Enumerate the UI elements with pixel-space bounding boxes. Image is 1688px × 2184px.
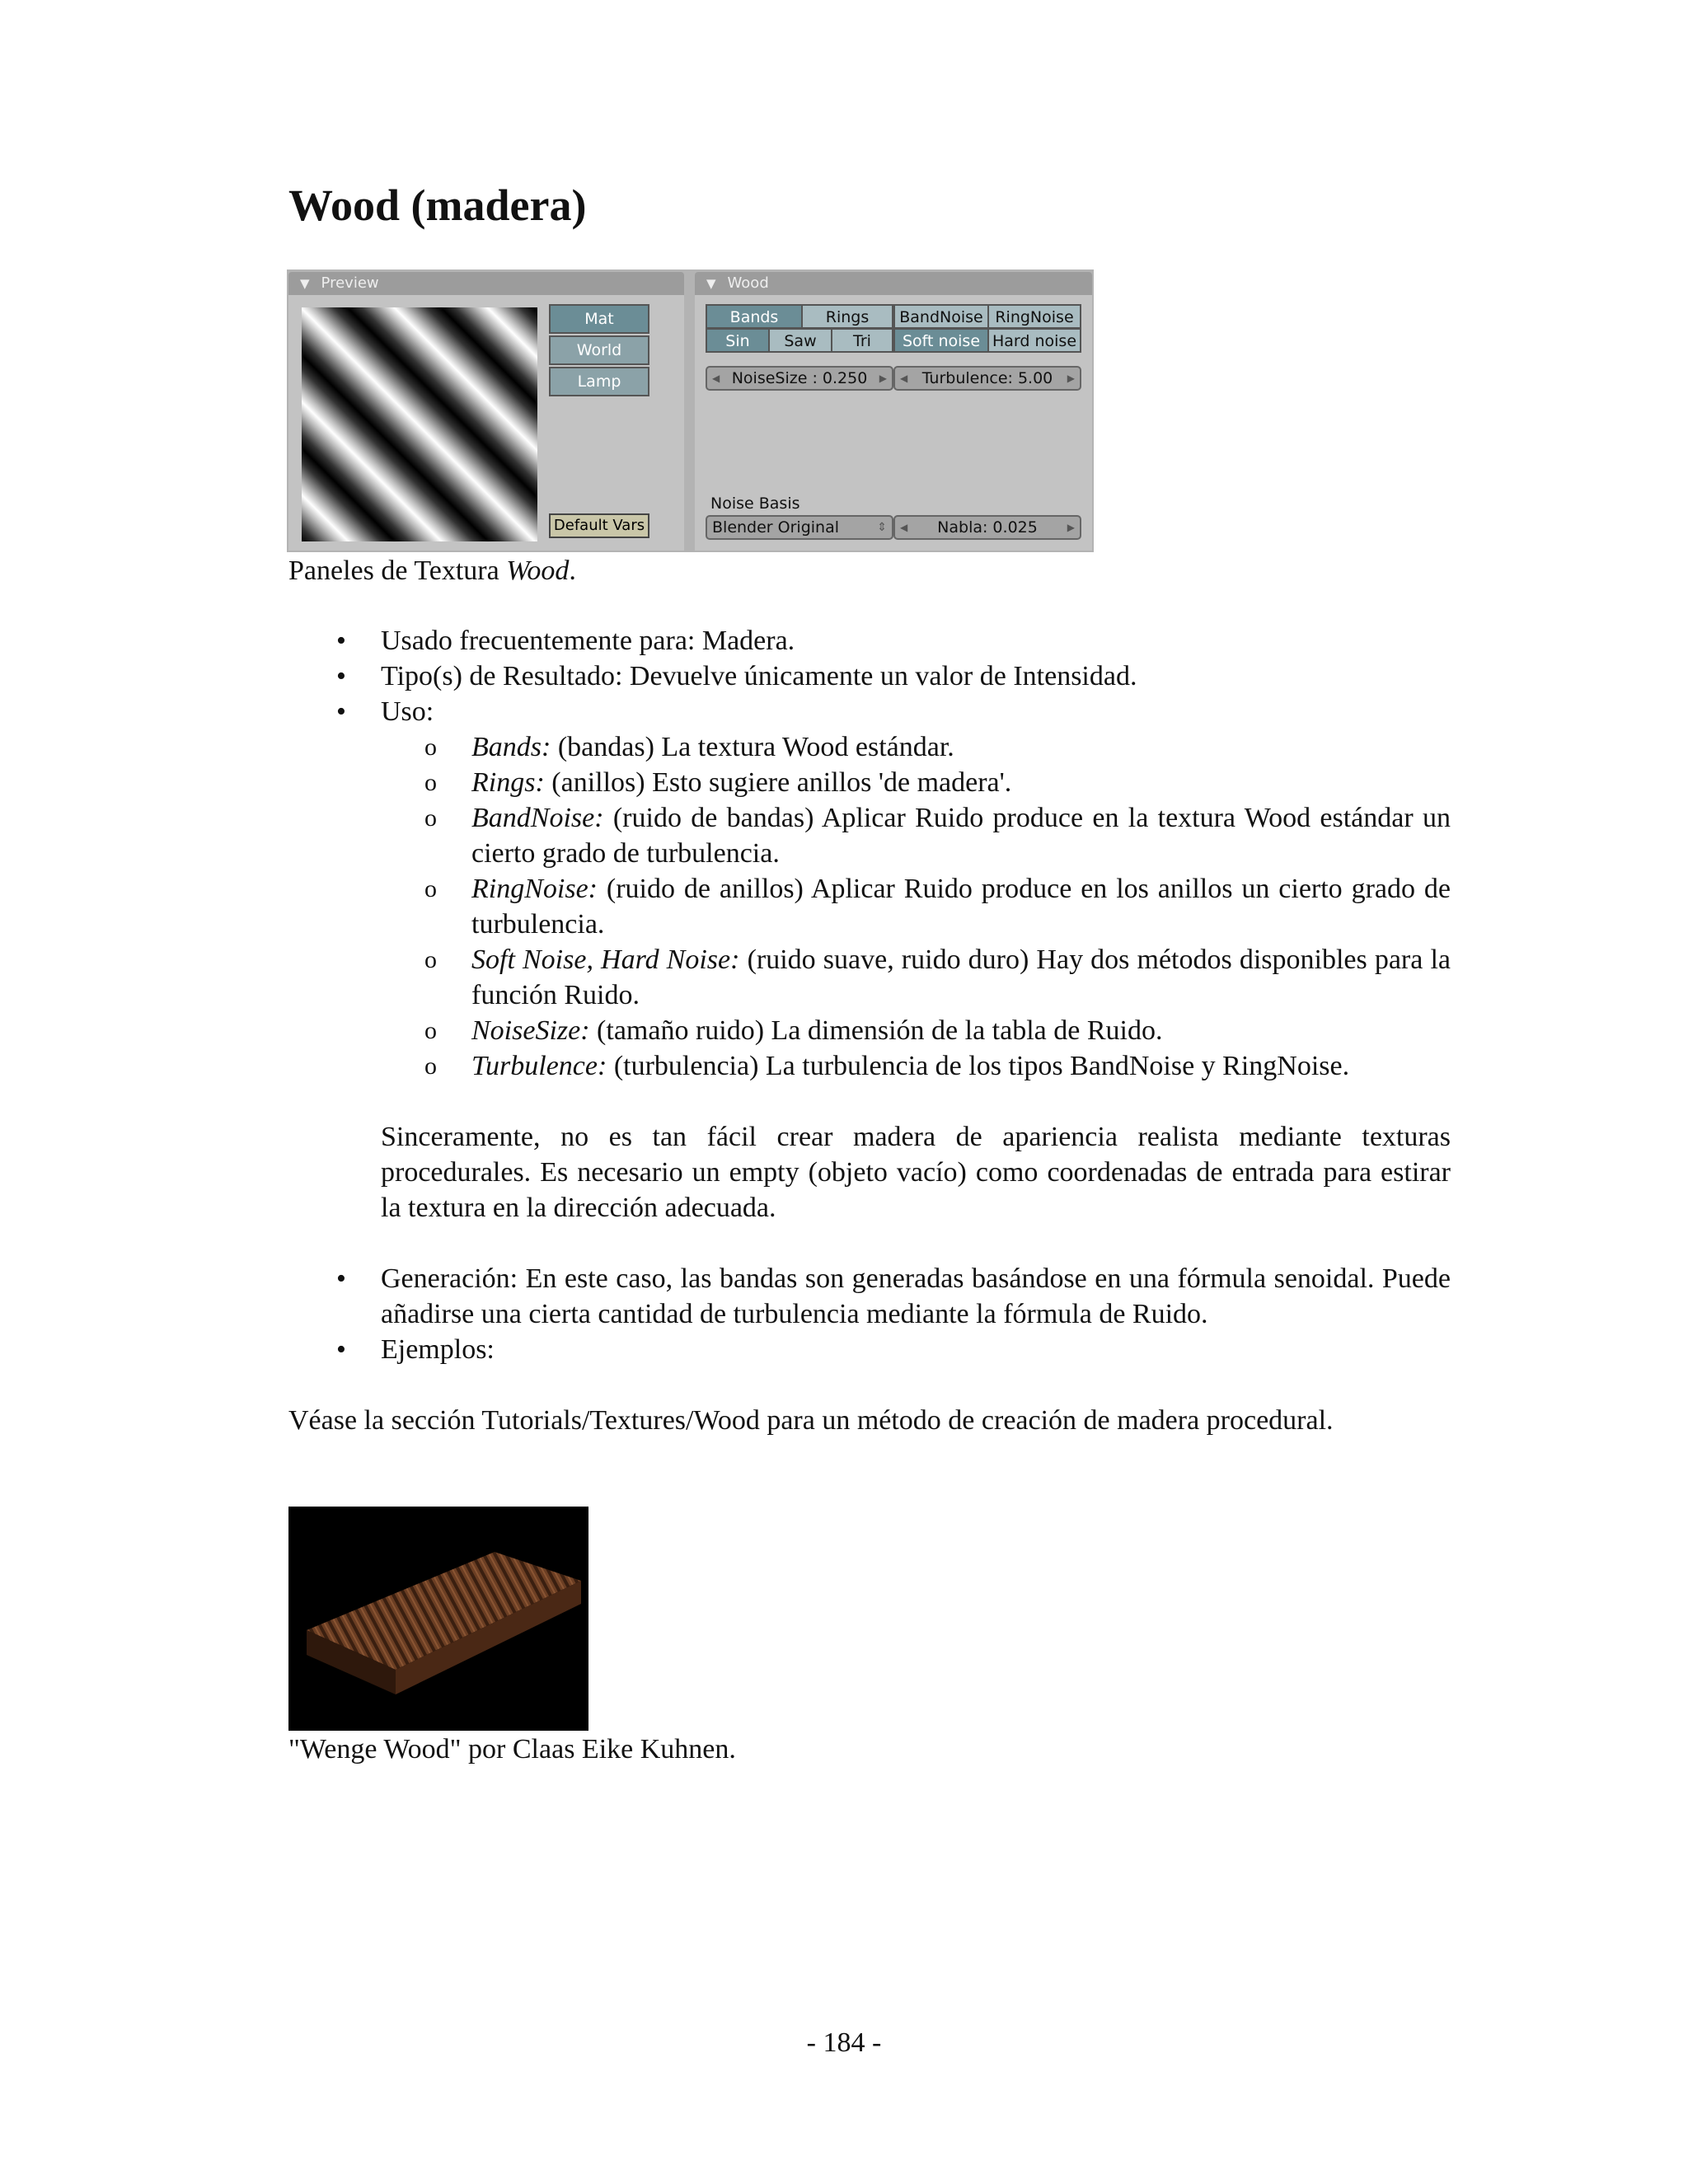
sub-list-item: o Bands: (bandas) La textura Wood estándar. [424, 732, 954, 762]
wood-panel-header[interactable] [695, 272, 1092, 295]
soft-noise-button[interactable]: Soft noise [893, 328, 989, 353]
preview-panel-header[interactable] [288, 272, 684, 295]
collapse-triangle-icon[interactable]: ▼ [300, 276, 310, 291]
default-vars-button[interactable]: Default Vars [549, 513, 649, 538]
preview-image [302, 307, 537, 541]
tri-button[interactable]: Tri [831, 328, 893, 353]
see-also-text: Véase la sección Tutorials/Textures/Wood para un método de creación de madera procedural. [288, 1405, 1334, 1436]
wenge-wood-render-image [288, 1507, 588, 1731]
noise-basis-value: Blender Original [712, 518, 839, 537]
image-caption: "Wenge Wood" por Claas Eike Kuhnen. [288, 1734, 736, 1765]
turbulence-value: Turbulence: 5.00 [921, 369, 1053, 387]
list-item: • Tipo(s) de Resultado: Devuelve únicamente un valor de Intensidad. [336, 661, 1137, 691]
rings-button[interactable]: Rings [801, 304, 893, 329]
collapse-triangle-icon[interactable]: ▼ [706, 276, 716, 291]
hard-noise-button[interactable]: Hard noise [987, 328, 1081, 353]
preview-header-label: Preview [321, 274, 379, 292]
increment-arrow-icon[interactable]: ▶ [879, 373, 887, 384]
noisesize-value: NoiseSize : 0.250 [731, 369, 868, 387]
preview-mat-button[interactable]: Mat [549, 304, 649, 334]
figure-caption: Paneles de Textura Wood. [288, 555, 576, 586]
sub-list-item: o BandNoise: (ruido de bandas) Aplicar Ruido produce en la textura Wood estándar un cierto grado de turbulencia. [424, 803, 1451, 869]
wood-header-label: Wood [727, 274, 769, 292]
nabla-field[interactable] [893, 515, 1081, 540]
texture-panels-screenshot [287, 269, 1094, 552]
noise-basis-select[interactable] [706, 515, 893, 540]
bands-button[interactable]: Bands [706, 304, 803, 329]
sin-button[interactable]: Sin [706, 328, 770, 353]
list-item: • Ejemplos: [336, 1334, 495, 1365]
sub-list-item: o Soft Noise, Hard Noise: (ruido suave, ruido duro) Hay dos métodos disponibles para la función Ruido. [424, 944, 1451, 1010]
list-item: • Generación: En este caso, las bandas son generadas basándose en una fórmula senoidal. Puede añadirse una cierta cantidad de turbulencia mediante la fórmula de Ruido. [336, 1263, 1451, 1329]
wood-plank-illustration [288, 1507, 588, 1731]
content-list [288, 623, 1451, 1438]
preview-world-button[interactable]: World [549, 335, 649, 365]
nabla-value: Nabla: 0.025 [937, 518, 1038, 537]
sub-list-item: o Turbulence: (turbulencia) La turbulencia de los tipos BandNoise y RingNoise. [424, 1051, 1350, 1081]
sub-list-item: o NoiseSize: (tamaño ruido) La dimensión de la tabla de Ruido. [424, 1015, 1163, 1046]
sub-list-item: o RingNoise: (ruido de anillos) Aplicar Ruido produce en los anillos un cierto grado de turbulencia. [424, 874, 1451, 940]
body-paragraph: Sinceramente, no es tan fácil crear madera de apariencia realista mediante texturas procedurales. Es necesario un empty (objeto vacío) como coordenadas de entrada para estirar la textura en la dirección adecuada. [381, 1122, 1451, 1223]
noise-basis-label: Noise Basis [710, 494, 800, 513]
list-item: • Uso: [336, 696, 434, 727]
decrement-arrow-icon[interactable]: ◀ [900, 373, 908, 384]
increment-arrow-icon[interactable]: ▶ [1067, 373, 1075, 384]
updown-arrow-icon[interactable]: ⇕ [877, 521, 887, 534]
ringnoise-button[interactable]: RingNoise [987, 304, 1081, 329]
list-item: • Usado frecuentemente para: Madera. [336, 626, 795, 656]
page-number: - 184 - [806, 2027, 882, 2058]
saw-button[interactable]: Saw [768, 328, 832, 353]
decrement-arrow-icon[interactable]: ◀ [900, 522, 908, 533]
increment-arrow-icon[interactable]: ▶ [1067, 522, 1075, 533]
preview-lamp-button[interactable]: Lamp [549, 367, 649, 396]
decrement-arrow-icon[interactable]: ◀ [712, 373, 720, 384]
bandnoise-button[interactable]: BandNoise [893, 304, 989, 329]
page-title: Wood (madera) [288, 180, 587, 230]
turbulence-field[interactable] [893, 366, 1081, 391]
noisesize-field[interactable] [706, 366, 893, 391]
sub-list-item: o Rings: (anillos) Esto sugiere anillos 'de madera'. [424, 767, 1012, 798]
